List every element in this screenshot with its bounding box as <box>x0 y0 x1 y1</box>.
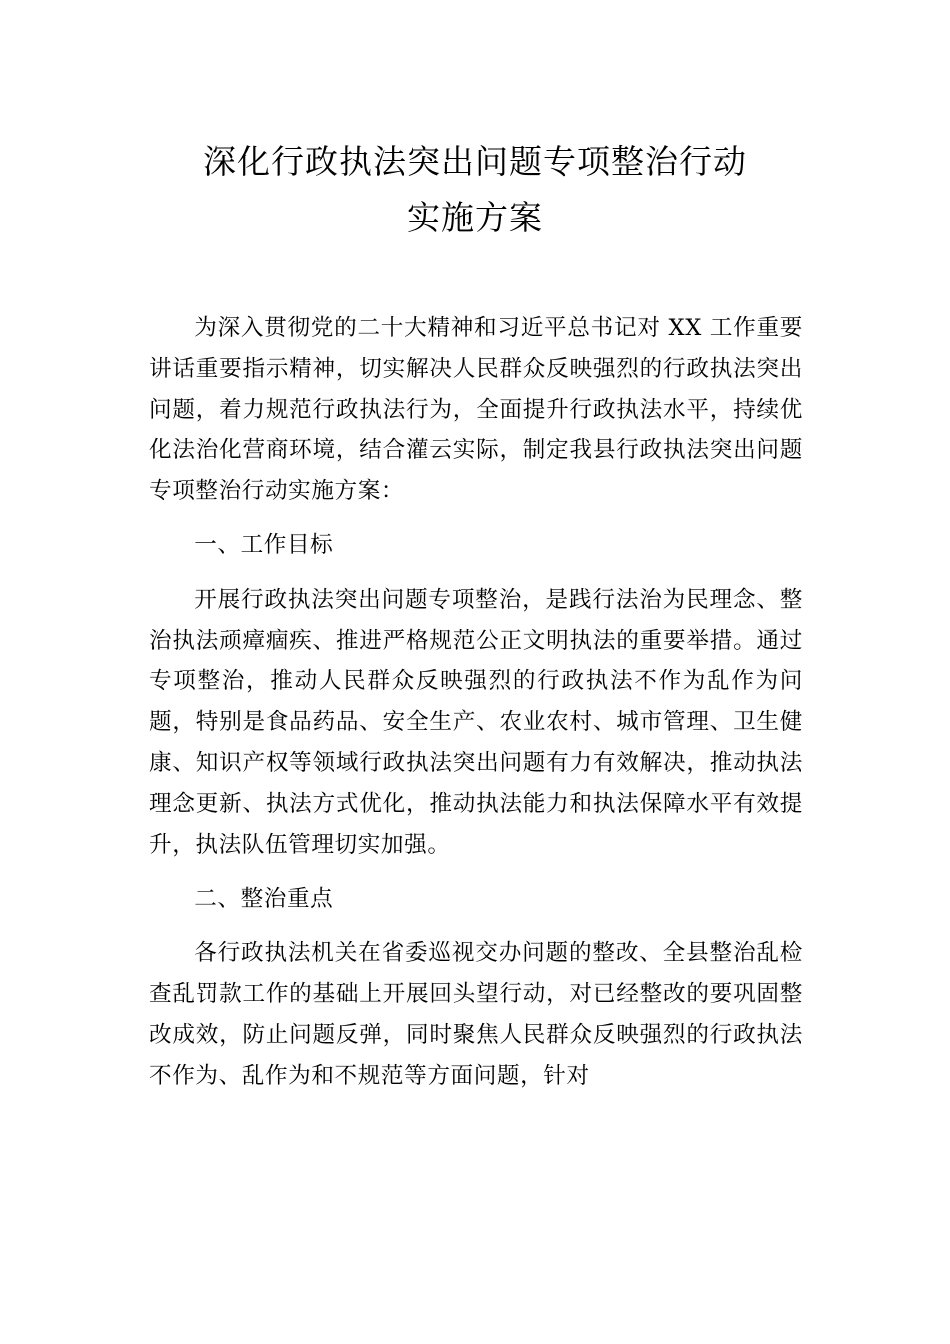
section-heading-work-goals: 一、工作目标 <box>194 532 334 559</box>
work-goals-paragraph: 开展行政执法突出问题专项整治，是践行法治为民理念、整治执法顽瘴痼疾、推进严格规范公正文明执法的重要举措。通过专项整治，推动人民群众反映强烈的行政执法不作为乱作为问题，特别是食品药品、安全生产、农业农村、城市管理、卫生健康、知识产权等领域行政执法突出问题有力有效解决，推动执法理念更新、执法方式优化，推动执法能力和执法保障水平有效提升，执法队伍管理切实加强。 <box>149 586 803 858</box>
title-line-1: 深化行政执法突出问题专项整治行动 <box>203 142 747 181</box>
section-heading-key-focus: 二、整治重点 <box>194 885 334 912</box>
document-title <box>0 134 950 246</box>
key-focus-paragraph: 各行政执法机关在省委巡视交办问题的整改、全县整治乱检查乱罚款工作的基础上开展回头望行动，对已经整改的要巩固整改成效，防止问题反弹，同时聚焦人民群众反映强烈的行政执法不作为、乱作为和不规范等方面问题，针对 <box>149 940 803 1089</box>
title-line-2: 实施方案 <box>407 198 543 237</box>
intro-paragraph: 为深入贯彻党的二十大精神和习近平总书记对 XX 工作重要讲话重要指示精神，切实解决人民群众反映强烈的行政执法突出问题，着力规范行政执法行为，全面提升行政执法水平，持续优化法治化营商环境，结合灌云实际，制定我县行政执法突出问题专项整治行动实施方案： <box>149 315 803 505</box>
document-body <box>149 308 803 1110</box>
